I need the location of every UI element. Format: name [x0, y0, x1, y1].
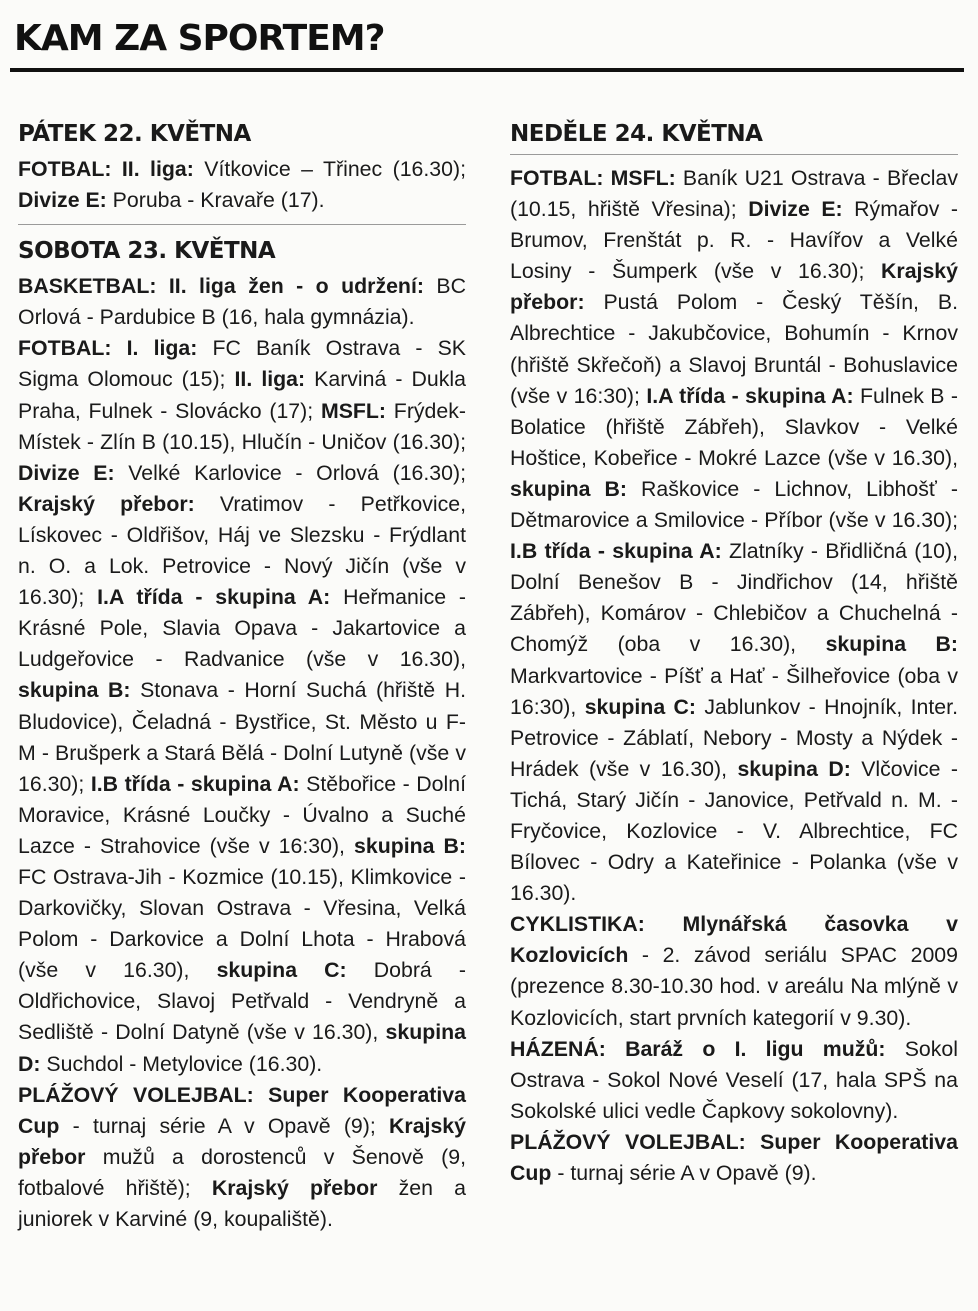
sunday-beach-volleyball	[510, 1127, 958, 1189]
listing-text: Vítkovice – Třinec (16.30);	[193, 157, 466, 181]
listing-text: FC Baník Ostrava - SK Sigma Olomouc (15);	[18, 336, 466, 392]
bold-label: skupina B:	[510, 476, 627, 501]
bold-label: FOTBAL: MSFL:	[510, 166, 676, 190]
listing-text: Frýdek-Místek - Zlín B (10.15), Hlučín - Uničov (16.30);	[18, 398, 466, 454]
bold-label: I.A třída - skupina A:	[97, 585, 331, 610]
sunday-cycling	[510, 909, 958, 1033]
listing-text: Dobrá - Oldřichovice, Slavoj Petřvald - Vendryně a Sedliště - Dolní Datyně (vše v 16.30),	[18, 958, 466, 1045]
bold-label: skupina B:	[18, 678, 131, 703]
listing-text: mužů a dorostenců v Šenově (9, fotbalové hřiště);	[18, 1144, 466, 1200]
bold-label: MSFL:	[320, 398, 387, 423]
bold-label: Krajský přebor:	[18, 491, 195, 516]
listing-text: Velké Karlovice - Orlová (16.30);	[114, 460, 466, 485]
listing-text: Heřmanice - Krásné Pole, Slavia Opava - Jakartovice a Ludgeřovice - Radvanice (vše v 16.30),	[18, 585, 466, 672]
listing-text: Vratimov - Petřkovice, Lískovec - Oldřišov, Háj ve Slezsku - Frýdlant n. O. a Lok. Petrovice - Nový Jičín (vše v 16.30);	[18, 491, 467, 610]
listing-text: - turnaj série A v Opavě (9);	[59, 1113, 390, 1138]
listing-text: - turnaj série A v Opavě (9).	[551, 1161, 817, 1185]
heading-friday: PÁTEK 22. KVĚTNA	[18, 121, 251, 147]
listing-text: Karviná - Dukla Praha, Fulnek - Slovácko (17);	[18, 367, 466, 423]
bold-label: FOTBAL: I. liga:	[18, 336, 198, 361]
title-rule	[10, 68, 964, 72]
bold-label: skupina D:	[18, 1020, 466, 1076]
listing-text: Fulnek B - Bolatice (hřiště Zábřeh), Slavkov - Velké Hoštice, Kobeřice - Mokré Lazce (vše v 16.30),	[510, 383, 958, 470]
bold-label: Divize E:	[18, 460, 115, 485]
bold-label: PLÁŽOVÝ VOLEJBAL: Super Kooperativa Cup	[18, 1082, 466, 1138]
bold-label: II. liga:	[234, 367, 306, 392]
listing-text: Raškovice - Lichnov, Libhošť - Dětmarovice a Smilovice - Příbor (vše v 16.30);	[510, 476, 958, 533]
bold-label: skupina B:	[825, 632, 958, 657]
listing-text: Markvartovice - Píšť a Hať - Šilheřovice (oba v 16:30),	[510, 663, 958, 719]
bold-label: Divize E:	[748, 197, 843, 222]
bold-label: Krajský přebor	[18, 1113, 466, 1169]
saturday-beach-volleyball	[18, 1080, 466, 1235]
bold-label: I.A třída - skupina A:	[646, 383, 854, 408]
listing-text: Baník U21 Ostrava - Břeclav (10.15, hřiště Vřesina);	[510, 166, 958, 222]
listing-text: Vlčovice - Tichá, Starý Jičín - Janovice, Petřvald n. M. - Fryčovice, Kozlovice - V. Albrechtice, FC Bílovec - Odry a Kateřinice - Polanka (vše v 16.30).	[510, 756, 958, 906]
listing-text: Suchdol - Metylovice (16.30).	[40, 1051, 323, 1076]
friday-listing	[18, 154, 466, 216]
bold-label: skupina C:	[584, 694, 697, 719]
bold-label: PLÁŽOVÝ VOLEJBAL: Super Kooperativa Cup	[510, 1129, 958, 1185]
heading-sunday: NEDĚLE 24. KVĚTNA	[510, 121, 763, 147]
right-column	[510, 116, 958, 1189]
bold-label: Krajský přebor	[211, 1175, 378, 1200]
bold-label: CYKLISTIKA: Mlynářská časovka v Kozlovicích	[510, 912, 958, 968]
sunday-football	[510, 163, 958, 909]
listing-text: BC Orlová - Pardubice B (16, hala gymnázia).	[18, 274, 466, 330]
saturday-football	[18, 333, 466, 1079]
listing-text: - 2. závod seriálu SPAC 2009 (prezence 8.30-10.30 hod. v areálu Na mlýně v Kozlovicích, start prvních kategorií v 9.30).	[510, 943, 958, 1030]
listing-text: FC Ostrava-Jih - Kozmice (10.15), Klimkovice - Darkovičky, Slovan Ostrava - Vřesina, Velká Polom - Darkovice a Dolní Lhota - Hrabová (vše v 16.30),	[18, 864, 466, 983]
bold-label: BASKETBAL: II. liga žen - o udržení:	[18, 274, 424, 299]
bold-label: HÁZENÁ: Baráž o I. ligu mužů:	[510, 1036, 886, 1061]
page-title: KAM ZA SPORTEM?	[14, 18, 385, 59]
bold-label: skupina B:	[354, 833, 466, 858]
bold-label: skupina C:	[216, 958, 347, 983]
section-divider	[18, 224, 466, 225]
left-column	[18, 116, 466, 1235]
bold-label: Krajský přebor:	[510, 259, 958, 315]
listing-text: Poruba - Kravaře (17).	[106, 188, 325, 213]
listing-text: Stonava - Horní Suchá (hřiště H. Bludovice), Čeladná - Bystřice, St. Město u F-M - Brušperk a Stará Bělá - Dolní Lutyně (vše v 16.30);	[18, 678, 467, 796]
heading-saturday: SOBOTA 23. KVĚTNA	[18, 238, 276, 265]
listing-text: žen a juniorek v Karviné (9, koupaliště).	[18, 1175, 467, 1231]
listing-text: Zlatníky - Břidličná (10), Dolní Benešov B - Jindřichov (14, hřiště Zábřeh), Komárov - Chlebičov a Chuchelná - Chomýž (oba v 16.30),	[510, 539, 958, 657]
listing-text: Jablunkov - Hnojník, Inter. Petrovice - Záblatí, Nebory - Mosty a Nýdek - Hrádek (vše v 16.30),	[510, 694, 958, 781]
listing-text: Sokol Ostrava - Sokol Nové Veselí (17, hala SPŠ na Sokolské ulici vedle Čapkovy sokolovny).	[510, 1036, 958, 1123]
bold-label: I.B třída - skupina A:	[90, 771, 300, 796]
saturday-basketball	[18, 271, 466, 333]
bold-label: Divize E:	[18, 188, 107, 213]
listing-text: Pustá Polom - Český Těšín, B. Albrechtice - Jakubčovice, Bohumín - Krnov (hřiště Skřečoň) a Slavoj Bruntál - Bohuslavice (vše v 16:30);	[510, 290, 958, 408]
bold-label: skupina D:	[737, 756, 851, 781]
section-divider	[510, 154, 958, 155]
listing-text: Stěbořice - Dolní Moravice, Krásné Loučky - Úvalno a Suché Lazce - Strahovice (vše v 16:30),	[18, 771, 466, 858]
bold-label: FOTBAL: II. liga:	[18, 157, 194, 181]
sunday-handball	[510, 1034, 958, 1127]
bold-label: I.B třída - skupina A:	[510, 539, 722, 564]
listing-text: Rýmařov - Brumov, Frenštát p. R. - Havířov a Velké Losiny - Šumperk (vše v 16.30);	[510, 197, 958, 284]
